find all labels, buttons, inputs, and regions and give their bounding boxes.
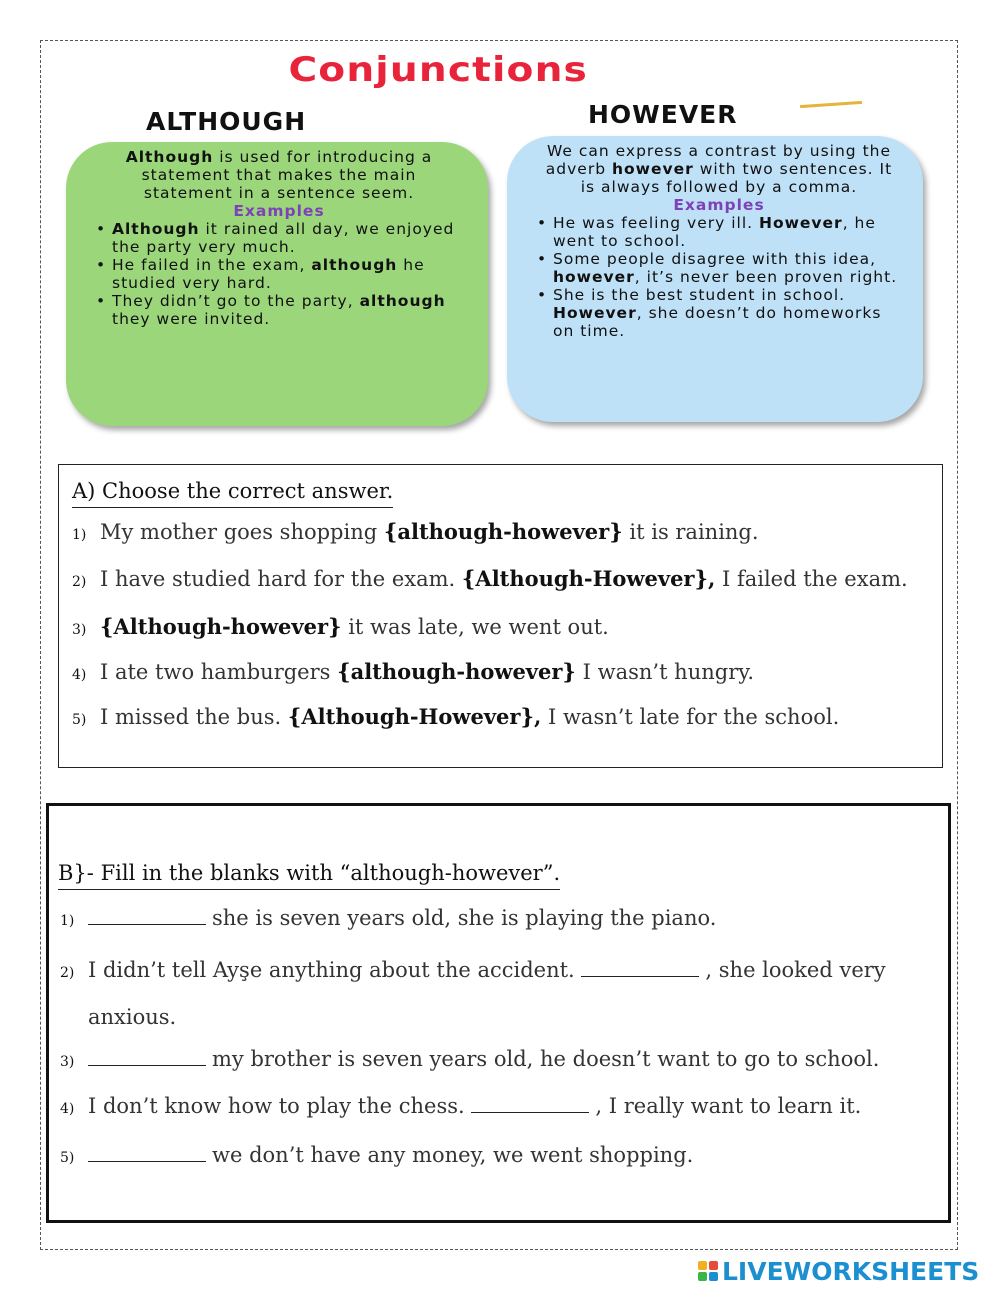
section-a-question-1: 1) My mother goes shopping {although-however} it is raining. <box>72 519 759 544</box>
however-intro: We can express a contrast by using the adverb however with two sentences. It is always followed by a comma. <box>545 142 893 196</box>
however-example: • She is the best student in school. However, she doesn’t do homeworks on time. <box>537 286 901 340</box>
answer-blank[interactable] <box>88 1160 206 1162</box>
section-b-question-2: 2) I didn’t tell Ayşe anything about the accident. , she looked very <box>60 958 886 982</box>
however-example: • He was feeling very ill. However, he went to school. <box>537 214 901 250</box>
liveworksheets-logo-icon <box>698 1261 718 1281</box>
liveworksheets-logo[interactable] <box>698 1256 979 1286</box>
choice-dropdown[interactable]: {although-however} <box>383 519 623 544</box>
choice-dropdown[interactable]: {Although-However}, <box>287 704 542 729</box>
however-examples-label: Examples <box>673 196 765 214</box>
although-examples-label: Examples <box>233 202 325 220</box>
however-examples-list <box>537 214 901 340</box>
section-a-question-2: 2) I have studied hard for the exam. {Although-However}, I failed the exam. <box>72 566 908 591</box>
answer-blank[interactable] <box>88 1064 206 1066</box>
choice-dropdown[interactable]: {Although-however} <box>100 614 342 639</box>
section-a-question-4: 4) I ate two hamburgers {although-however} I wasn’t hungry. <box>72 659 754 684</box>
section-a-question-5: 5) I missed the bus. {Although-However}, I wasn’t late for the school. <box>72 704 840 729</box>
answer-blank[interactable] <box>471 1111 589 1113</box>
although-heading: ALTHOUGH <box>146 107 307 136</box>
answer-blank[interactable] <box>581 975 699 977</box>
however-example: • Some people disagree with this idea, however, it’s never been proven right. <box>537 250 901 286</box>
although-example: • They didn’t go to the party, although they were invited. <box>96 292 462 328</box>
section-b-title: B}- Fill in the blanks with “although-however”. <box>58 861 560 890</box>
choice-dropdown[interactable]: {although-however} <box>337 659 576 684</box>
section-a-question-3: 3) {Although-however} it was late, we went out. <box>72 614 609 639</box>
liveworksheets-brand-text: LIVEWORKSHEETS <box>722 1256 980 1286</box>
although-intro: Although is used for introducing a statement that makes the main statement in a sentence seem. <box>125 148 433 202</box>
although-bubble <box>66 142 488 426</box>
section-b-question-3: 3) my brother is seven years old, he doesn’t want to go to school. <box>60 1047 880 1071</box>
however-heading: HOWEVER <box>588 100 738 129</box>
although-example: • Although it rained all day, we enjoyed the party very much. <box>96 220 462 256</box>
section-b-question-2-continued: anxious. <box>88 1005 177 1029</box>
section-a-title: A) Choose the correct answer. <box>72 479 393 508</box>
page-title: Conjunctions <box>288 50 588 90</box>
however-bubble <box>507 136 923 422</box>
answer-blank[interactable] <box>88 923 206 925</box>
section-b-question-4: 4) I don’t know how to play the chess. , I really want to learn it. <box>60 1094 862 1118</box>
although-examples-list <box>96 220 462 328</box>
section-b-question-1: 1) she is seven years old, she is playing the piano. <box>60 906 717 930</box>
choice-dropdown[interactable]: {Although-However}, <box>461 566 716 591</box>
although-example: • He failed in the exam, although he studied very hard. <box>96 256 462 292</box>
section-b-question-5: 5) we don’t have any money, we went shopping. <box>60 1143 694 1167</box>
